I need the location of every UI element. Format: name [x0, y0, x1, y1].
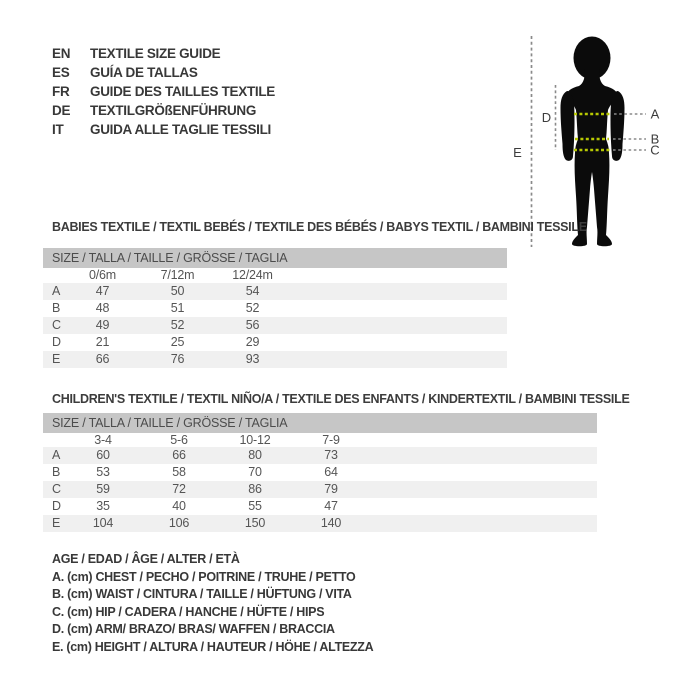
- legend-item-hip: C. (cm) HIP / CADERA / HANCHE / HÜFTE / HIPS: [52, 604, 325, 619]
- language-row: [52, 120, 275, 139]
- value-cell: 55: [248, 499, 262, 513]
- value-cell: 93: [245, 352, 260, 366]
- value-cell: 72: [172, 482, 186, 496]
- value-cell: 73: [324, 448, 338, 462]
- table-row: [43, 283, 507, 300]
- table-row: [43, 334, 507, 351]
- row-label: A: [52, 448, 61, 462]
- value-cell: 29: [245, 335, 260, 349]
- row-label: D: [52, 499, 61, 513]
- value-cell: 54: [245, 284, 260, 298]
- language-list: [52, 44, 275, 139]
- language-label: GUÍA DE TALLAS: [90, 65, 198, 80]
- value-cell: 52: [170, 318, 185, 332]
- value-cell: 66: [172, 448, 186, 462]
- row-label: A: [52, 284, 61, 298]
- language-label: GUIDE DES TAILLES TEXTILE: [90, 84, 276, 99]
- table-row: [43, 515, 597, 532]
- value-cell: 60: [96, 448, 110, 462]
- measurement-legend: [52, 551, 373, 656]
- child-silhouette-left-arm: [561, 91, 575, 161]
- figure-label-c: C: [650, 142, 660, 158]
- value-cell: 48: [95, 301, 110, 315]
- language-row: [52, 101, 275, 120]
- size-header-bar: SIZE / TALLA / TAILLE / GRÖSSE / TAGLIA: [43, 248, 507, 268]
- value-cell: 106: [168, 516, 190, 530]
- language-label: GUIDA ALLE TAGLIE TESSILI: [90, 122, 271, 137]
- table-row: [43, 351, 507, 368]
- language-code: DE: [52, 103, 71, 118]
- value-cell: 80: [248, 448, 262, 462]
- figure-label-d: D: [541, 110, 552, 125]
- value-cell: 150: [244, 516, 266, 530]
- legend-item-waist: B. (cm) WAIST / CINTURA / TAILLE / HÜFTUNG / VITA: [52, 587, 352, 601]
- column-header: 7/12m: [160, 268, 195, 282]
- size-header-bar: SIZE / TALLA / TAILLE / GRÖSSE / TAGLIA: [43, 413, 597, 433]
- row-label: B: [52, 301, 61, 315]
- value-cell: 104: [92, 516, 114, 530]
- children-section-title: CHILDREN'S TEXTILE / TEXTIL NIÑO/A / TEXTILE DES ENFANTS / KINDERTEXTIL / BAMBINI TESSILE: [52, 392, 630, 406]
- children-size-table: [43, 413, 597, 532]
- value-cell: 64: [324, 465, 338, 479]
- column-header: 3-4: [94, 433, 112, 447]
- legend-item-chest: A. (cm) CHEST / PECHO / POITRINE / TRUHE / PETTO: [52, 569, 356, 584]
- table-row: [43, 481, 597, 498]
- value-cell: 56: [245, 318, 260, 332]
- value-cell: 79: [324, 482, 338, 496]
- value-cell: 66: [95, 352, 110, 366]
- table-row: [43, 498, 597, 515]
- value-cell: 76: [170, 352, 185, 366]
- language-row: [52, 44, 275, 63]
- value-cell: 50: [170, 284, 185, 298]
- language-code: IT: [52, 122, 64, 137]
- figure-label-b: B: [650, 131, 660, 147]
- legend-item-arm: D. (cm) ARM/ BRAZO/ BRAS/ WAFFEN / BRACCIA: [52, 622, 335, 636]
- value-cell: 59: [96, 482, 110, 496]
- value-cell: 53: [96, 465, 110, 479]
- value-cell: 21: [95, 335, 110, 349]
- value-cell: 47: [95, 284, 110, 298]
- value-cell: 40: [172, 499, 186, 513]
- babies-size-table: [43, 248, 507, 368]
- empty-cell: [43, 433, 65, 448]
- column-header: 5-6: [170, 433, 188, 447]
- column-header: 10-12: [239, 433, 271, 447]
- table-row: [43, 447, 597, 464]
- row-label: B: [52, 465, 61, 479]
- language-code: FR: [52, 84, 70, 99]
- value-cell: 52: [245, 301, 260, 315]
- value-cell: 86: [248, 482, 262, 496]
- babies-section-title: BABIES TEXTILE / TEXTIL BEBÉS / TEXTILE DES BÉBÉS / BABYS TEXTIL / BAMBINI TESSILE: [52, 220, 587, 234]
- language-row: [52, 63, 275, 82]
- table-row: [43, 464, 597, 481]
- row-label: D: [52, 335, 61, 349]
- language-label: TEXTILE SIZE GUIDE: [90, 46, 221, 61]
- child-silhouette-right-arm: [611, 91, 625, 161]
- value-cell: 49: [95, 318, 110, 332]
- value-cell: 25: [170, 335, 185, 349]
- language-label: TEXTILGRÖßENFÜHRUNG: [90, 103, 257, 118]
- column-header: 0/6m: [89, 268, 116, 282]
- table-row: [43, 317, 507, 334]
- value-cell: 70: [248, 465, 262, 479]
- row-label: E: [52, 352, 61, 366]
- table-row: [43, 300, 507, 317]
- legend-age-line: AGE / EDAD / ÂGE / ALTER / ETÀ: [52, 552, 240, 566]
- language-row: [52, 82, 275, 101]
- row-label: C: [52, 482, 61, 496]
- figure-label-e: E: [513, 145, 522, 160]
- row-label: E: [52, 516, 61, 530]
- column-header: 12/24m: [232, 268, 273, 282]
- row-label: C: [52, 318, 61, 332]
- empty-cell: [43, 268, 65, 283]
- value-cell: 58: [172, 465, 186, 479]
- value-cell: 140: [320, 516, 342, 530]
- column-header-row: [43, 433, 597, 447]
- language-code: ES: [52, 65, 70, 80]
- legend-item-height: E. (cm) HEIGHT / ALTURA / HAUTEUR / HÖHE / ALTEZZA: [52, 639, 374, 654]
- language-code: EN: [52, 46, 71, 61]
- value-cell: 51: [170, 301, 185, 315]
- value-cell: 47: [324, 499, 338, 513]
- column-header-row: [43, 268, 507, 283]
- value-cell: 35: [96, 499, 110, 513]
- column-header: 7-9: [322, 433, 340, 447]
- figure-label-a: A: [650, 106, 660, 122]
